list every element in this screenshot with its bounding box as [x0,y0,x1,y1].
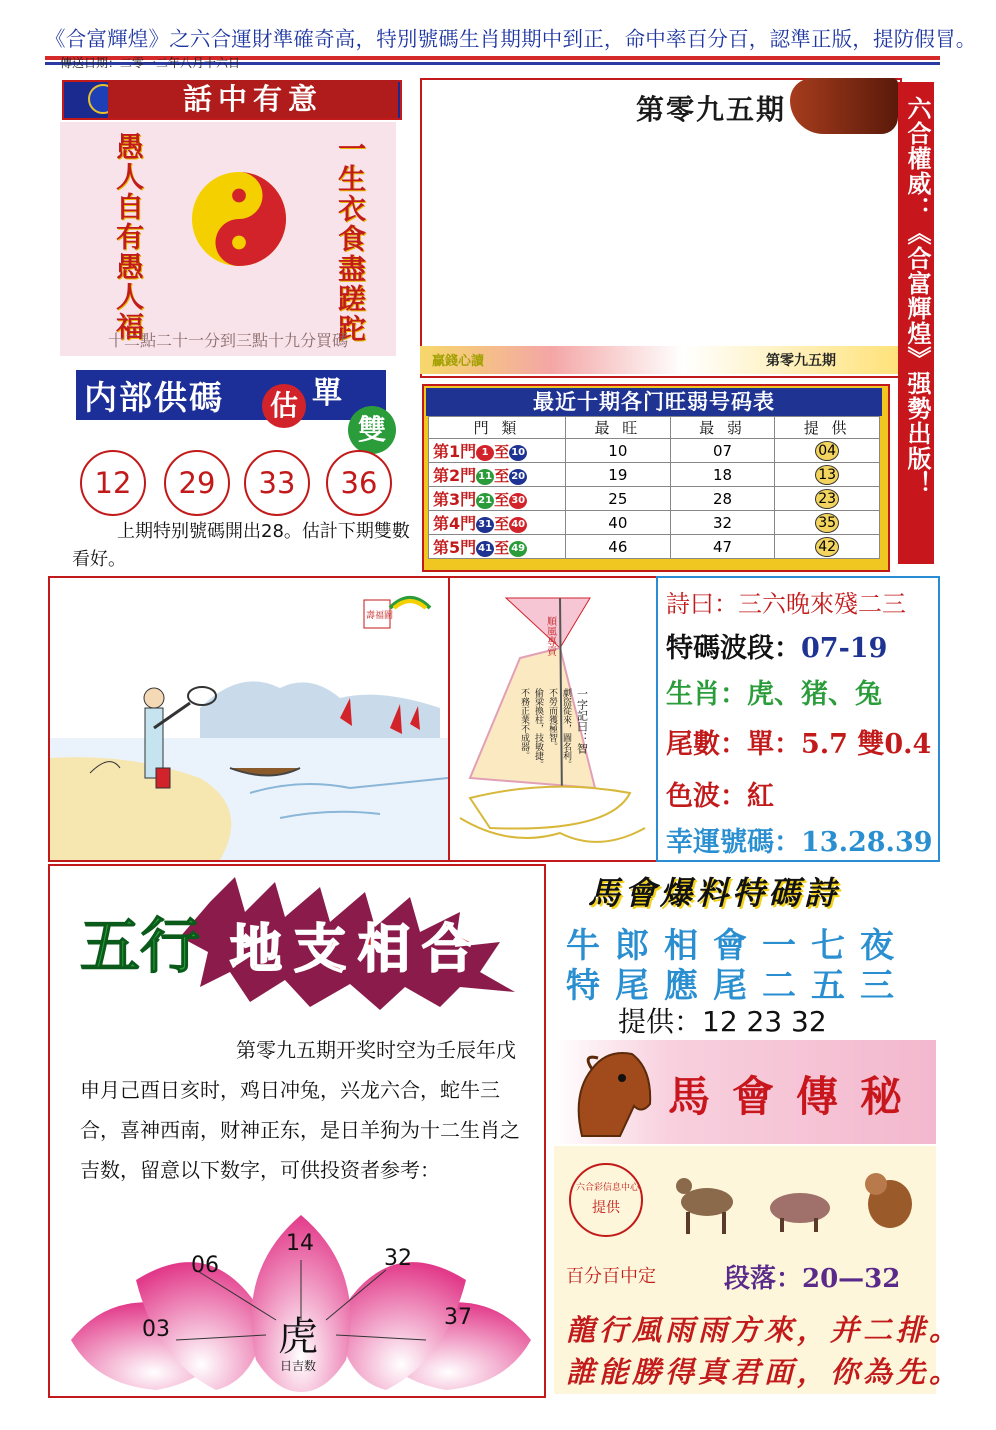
blank-area [424,136,894,344]
supply-number: 36 [326,450,392,516]
proverb-left: 愚人自有愚人福 [112,132,145,342]
wave-label: 特碼波段： [666,633,801,664]
table-row [429,511,880,535]
stamp-text: 壽福圖 [366,611,394,621]
segment-text: 段落：20—32 [724,1264,901,1294]
color-label: 色波： [666,781,747,812]
lotus-icon [66,1210,536,1394]
best-value: 46 [566,535,671,559]
gate-label: 第1門 [433,442,477,461]
hk-provide: 提供：12 23 32 [618,1005,827,1038]
provide-value: 35 [815,513,839,533]
best-value: 25 [566,487,671,511]
lotus-number: 06 [191,1253,219,1278]
sail-poem-title: 一字記曰：智 [575,688,589,754]
best-value: 40 [566,511,671,535]
ball-to: 10 [509,445,527,461]
provide-value: 04 [815,441,839,461]
to-label: 至 [494,491,510,509]
sail-flag-text: 順風專賣 [544,616,556,656]
gate-label: 第4門 [433,514,477,533]
inner-supply-title: 内部供碼 [84,378,224,417]
table-row [429,535,880,559]
poem-line: 詩曰：三六晚來殘二三 [666,590,906,618]
table-row [429,439,880,463]
title-b: 地支相合 [230,919,487,980]
weak-value: 47 [670,535,775,559]
ball-from: 11 [476,469,494,485]
sure-text: 百分百中定 [566,1266,656,1287]
gate-label: 第5門 [433,538,477,557]
weak-value: 28 [670,487,775,511]
weak-value: 32 [670,511,775,535]
period-title: 第零九五期 [636,93,787,126]
send-date: 傳送日期：二零一二年八月十六日 [60,56,241,70]
starburst-title-icon [60,872,530,1012]
weak-value: 07 [670,439,775,463]
supply-number: 33 [244,450,310,516]
zodiac-value: 虎、猪、兔 [747,679,882,710]
proverb-right: 一生衣食盡蹉跎 [334,134,367,344]
ball-from: 31 [476,517,494,533]
to-label: 至 [494,539,510,557]
seal-provide: 提供 [592,1200,620,1216]
zodiac-label: 生肖： [666,679,747,710]
lotus-center: 虎 [278,1314,318,1360]
to-label: 至 [494,443,510,461]
color-value: 紅 [747,781,774,812]
supply-number: 29 [164,450,230,516]
fishing-illustration-box [48,576,450,862]
table-title: 最近十期各门旺弱号码表 [426,388,882,416]
gate-label: 第2門 [433,466,477,485]
supply-number: 12 [80,450,146,516]
tail-value: 單：5.7 雙0.4 [747,729,932,760]
ball-to: 30 [509,493,527,509]
gate-label: 第3門 [433,490,477,509]
horse-icon [790,78,898,134]
to-label: 至 [494,467,510,485]
hk-poem-title: 馬會爆料特碼詩 [588,874,841,912]
provide-value: 23 [815,489,839,509]
lotus-number: 37 [444,1305,472,1330]
period-footer-right: 第零九五期 [766,353,836,369]
tail-label: 尾數： [666,729,747,760]
buy-time-text: 十二點二十一分到三點十九分買碼 [107,331,348,350]
lucky-value: 13.28.39 [801,827,933,858]
five-elements-text: 第零九五期开奖时空为壬辰年戊申月己酉日亥时，鸡日冲兔，兴龙六合，蛇牛三合，喜神西南，财神正东，是日羊狗为十二生肖之吉数，留意以下数字，可供投资者参考： [80,1038,520,1182]
badge-single: 單 [312,376,342,411]
sail-verse-line: 不勞而獲極智。 [547,688,557,751]
verse-line: 誰能勝得真君面，你為先。 [566,1355,963,1389]
best-value: 19 [566,463,671,487]
badge-guess: 估 [262,384,306,428]
provide-value: 13 [815,465,839,485]
fishing-scene-icon [50,578,448,860]
number-table [428,416,880,559]
period-footer-left: 贏錢心讀 [432,354,485,369]
verse-line: 龍行風雨雨方來，并二排。 [566,1313,963,1347]
header-slogan: 《合富輝煌》之六合運財準確奇高，特別號碼生肖期期中到正，命中率百分百，認準正版，提防假冒。 [45,27,977,51]
ball-from: 41 [476,541,494,557]
hk-poem-line: 特尾應尾二五三 [566,966,909,1006]
wave-value: 07-19 [801,633,888,664]
zodiac-animals-icon [662,1160,930,1240]
supply-note: 上期特别號碼開出28。估計下期雙數看好。 [72,521,410,570]
header-best: 最 旺 [566,417,671,439]
ball-from: 1 [476,445,494,461]
ball-to: 20 [509,469,527,485]
sailboat-box [448,576,658,862]
ball-to: 49 [509,541,527,557]
sail-verse-line: 劇盜從來，圖名利。 [561,688,571,769]
lotus-number: 14 [286,1231,314,1256]
lotus-sub: 日吉数 [280,1359,317,1373]
weak-value: 18 [670,463,775,487]
lotus-number: 03 [142,1317,170,1342]
lucky-label: 幸運號碼： [666,827,801,858]
secret-title: 馬會傳秘 [668,1072,925,1121]
header-gate: 門 類 [429,417,566,439]
right-banner-text: 六合權威：《合富輝煌》强勢出版！ [903,96,932,496]
ball-from: 21 [476,493,494,509]
section-title: 話中有意 [108,80,398,118]
provide-value: 42 [815,537,839,557]
header-weak: 最 弱 [670,417,775,439]
to-label: 至 [494,515,510,533]
title-a: 五行 [80,912,200,982]
header-provide: 提 供 [775,417,880,439]
table-header-row [429,417,880,439]
seal-text: 六合彩信息中心 [576,1183,640,1193]
sail-verse-line: 偷梁換柱，技敏捷。 [533,688,543,769]
badge-double: 雙 [348,406,396,454]
horse-head-icon [562,1044,656,1140]
seal-icon [566,1160,646,1240]
best-value: 10 [566,439,671,463]
sail-verse-line: 不務正業不成器。 [519,688,529,760]
table-row [429,487,880,511]
yin-yang-icon [190,170,288,268]
hk-poem-line: 牛郎相會一七夜 [566,926,909,966]
table-row [429,463,880,487]
ball-to: 40 [509,517,527,533]
lotus-number: 32 [384,1246,412,1271]
sailboat-icon [450,578,656,860]
